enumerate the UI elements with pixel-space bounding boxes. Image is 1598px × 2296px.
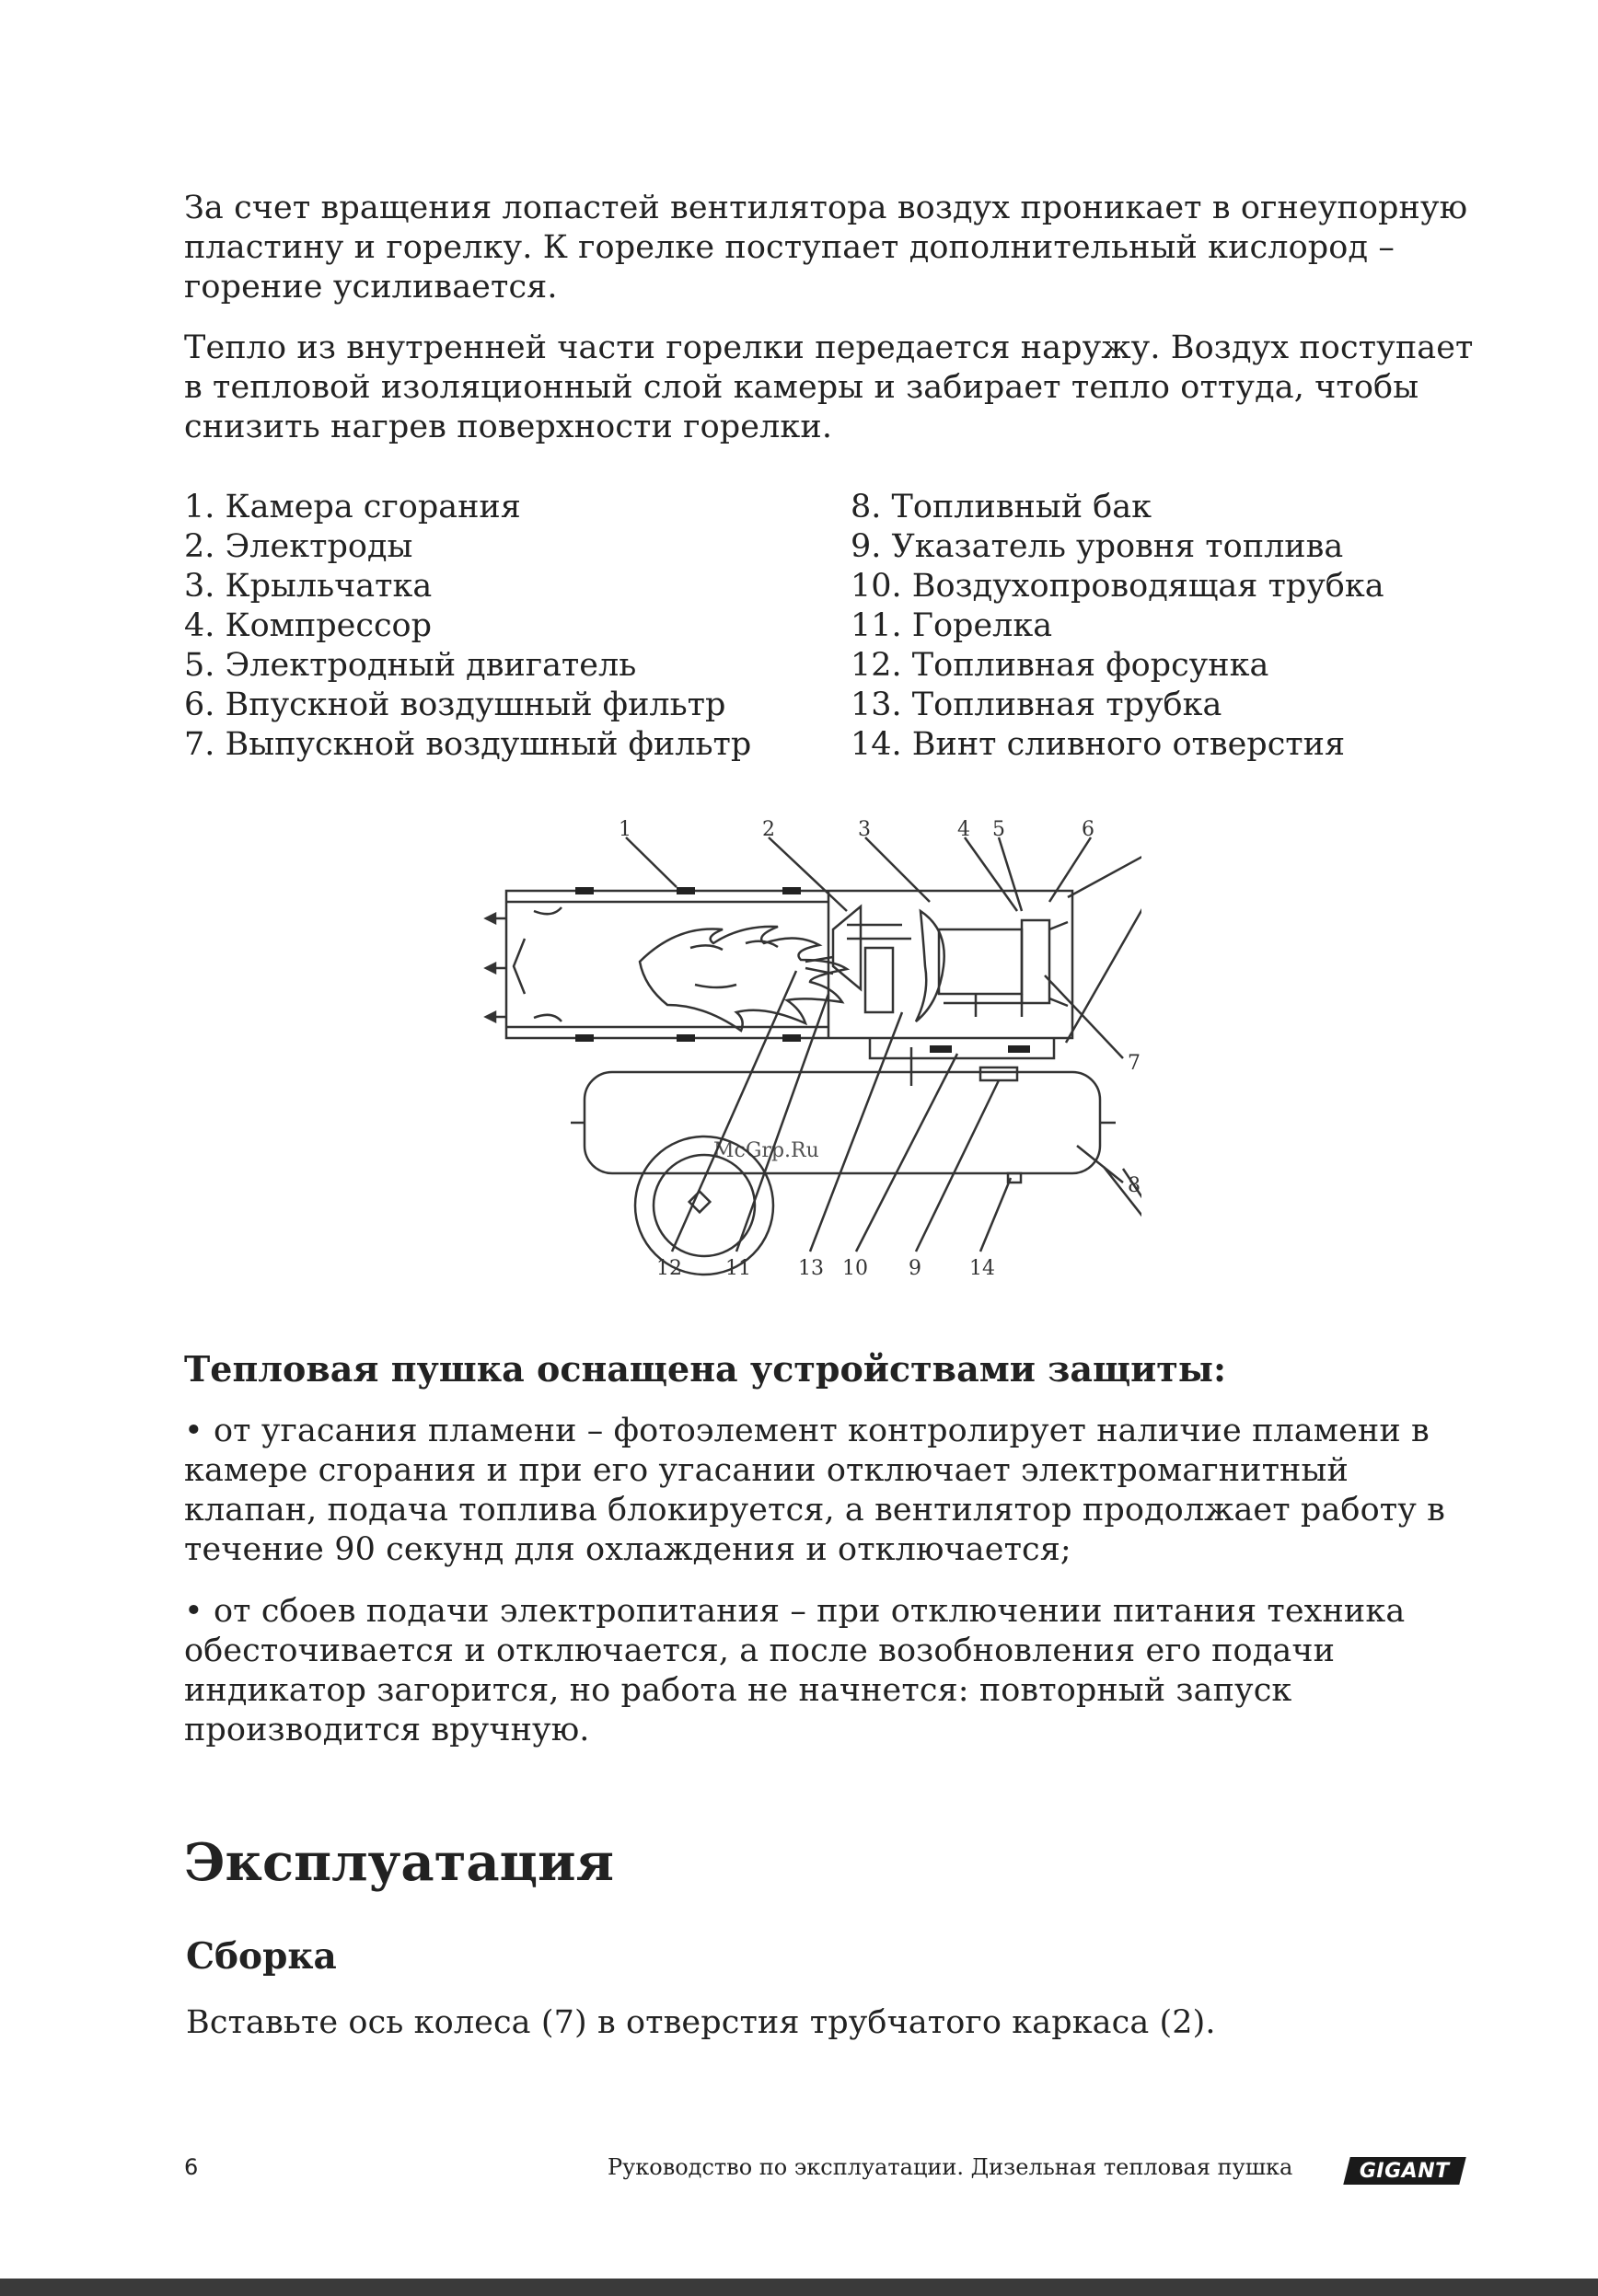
callout-7: 7 <box>1128 1052 1141 1075</box>
footer-title: Руководство по эксплуатации. Дизельная тепловая пушка <box>608 2154 1293 2180</box>
intro-paragraph-1: За счет вращения лопастей вентилятора воздух проникает в огнеупорную пластину и горелку. К горелке поступает дополнительный кислород – горение усиливается. <box>184 190 1468 306</box>
callout-13: 13 <box>798 1257 824 1280</box>
parts-list-item: 3. Крыльчатка <box>184 568 433 605</box>
heater-diagram <box>479 810 1141 1288</box>
callout-5: 5 <box>992 818 1005 841</box>
parts-list-item: 1. Камера сгорания <box>184 489 521 525</box>
protection-item-flame: • от угасания пламени – фотоэлемент контролирует наличие пламени в камере сгорания и при его угасании отключает электромагнитный клапан, подача топлива блокируется, а вентилятор продолжает работу в течение 90 секунд для охлаждения и отключается; <box>184 1413 1445 1568</box>
protection-item-power: • от сбоев подачи электропитания – при отключении питания техника обесточивается и отключается, а после возобновления его подачи индикатор загорится, но работа не начнется: повторный запуск производится вручную. <box>184 1593 1406 1748</box>
page-number: 6 <box>184 2154 199 2180</box>
callout-9: 9 <box>909 1257 921 1280</box>
parts-list-item: 7. Выпускной воздушный фильтр <box>184 726 752 763</box>
parts-list-item: 9. Указатель уровня топлива <box>851 528 1344 565</box>
callout-1: 1 <box>619 818 631 841</box>
parts-list-item: 8. Топливный бак <box>851 489 1152 525</box>
parts-list-item: 12. Топливная форсунка <box>851 647 1269 684</box>
callout-3: 3 <box>858 818 871 841</box>
parts-list-item: 5. Электродный двигатель <box>184 647 637 684</box>
parts-list-item: 14. Винт сливного отверстия <box>851 726 1346 763</box>
assembly-text: Вставьте ось колеса (7) в отверстия трубчатого каркаса (2). <box>186 2004 1216 2041</box>
heater-drawing <box>486 837 1141 1275</box>
intro-paragraph-2: Тепло из внутренней части горелки передается наружу. Воздух поступает в тепловой изоляционный слой камеры и забирает тепло оттуда, чтобы снизить нагрев поверхности горелки. <box>184 329 1474 445</box>
callout-8: 8 <box>1128 1174 1141 1197</box>
parts-list-item: 13. Топливная трубка <box>851 686 1222 723</box>
logo-text: GIGANT <box>1360 2159 1450 2183</box>
parts-list-item: 6. Впускной воздушный фильтр <box>184 686 726 723</box>
callout-4: 4 <box>957 818 970 841</box>
callout-6: 6 <box>1082 818 1094 841</box>
section-title: Эксплуатация <box>184 1832 614 1893</box>
watermark: McGrp.Ru <box>713 1139 819 1162</box>
parts-list-item: 11. Горелка <box>851 607 1053 644</box>
callout-11: 11 <box>725 1257 751 1280</box>
parts-list-item: 4. Компрессор <box>184 607 433 644</box>
callout-12: 12 <box>656 1257 682 1280</box>
parts-list-item: 10. Воздухопроводящая трубка <box>851 568 1384 605</box>
parts-list-right <box>851 488 1384 765</box>
parts-list-item: 2. Электроды <box>184 528 413 565</box>
callout-2: 2 <box>762 818 775 841</box>
gigant-logo <box>1343 2157 1465 2185</box>
protection-heading: Тепловая пушка оснащена устройствами защиты: <box>184 1348 1226 1390</box>
section-subtitle: Сборка <box>186 1935 337 1978</box>
callout-10: 10 <box>842 1257 868 1280</box>
bottom-bar <box>0 2279 1598 2296</box>
parts-list-left <box>184 488 751 765</box>
fuel-tank <box>585 1072 1100 1173</box>
callout-14: 14 <box>969 1257 995 1280</box>
